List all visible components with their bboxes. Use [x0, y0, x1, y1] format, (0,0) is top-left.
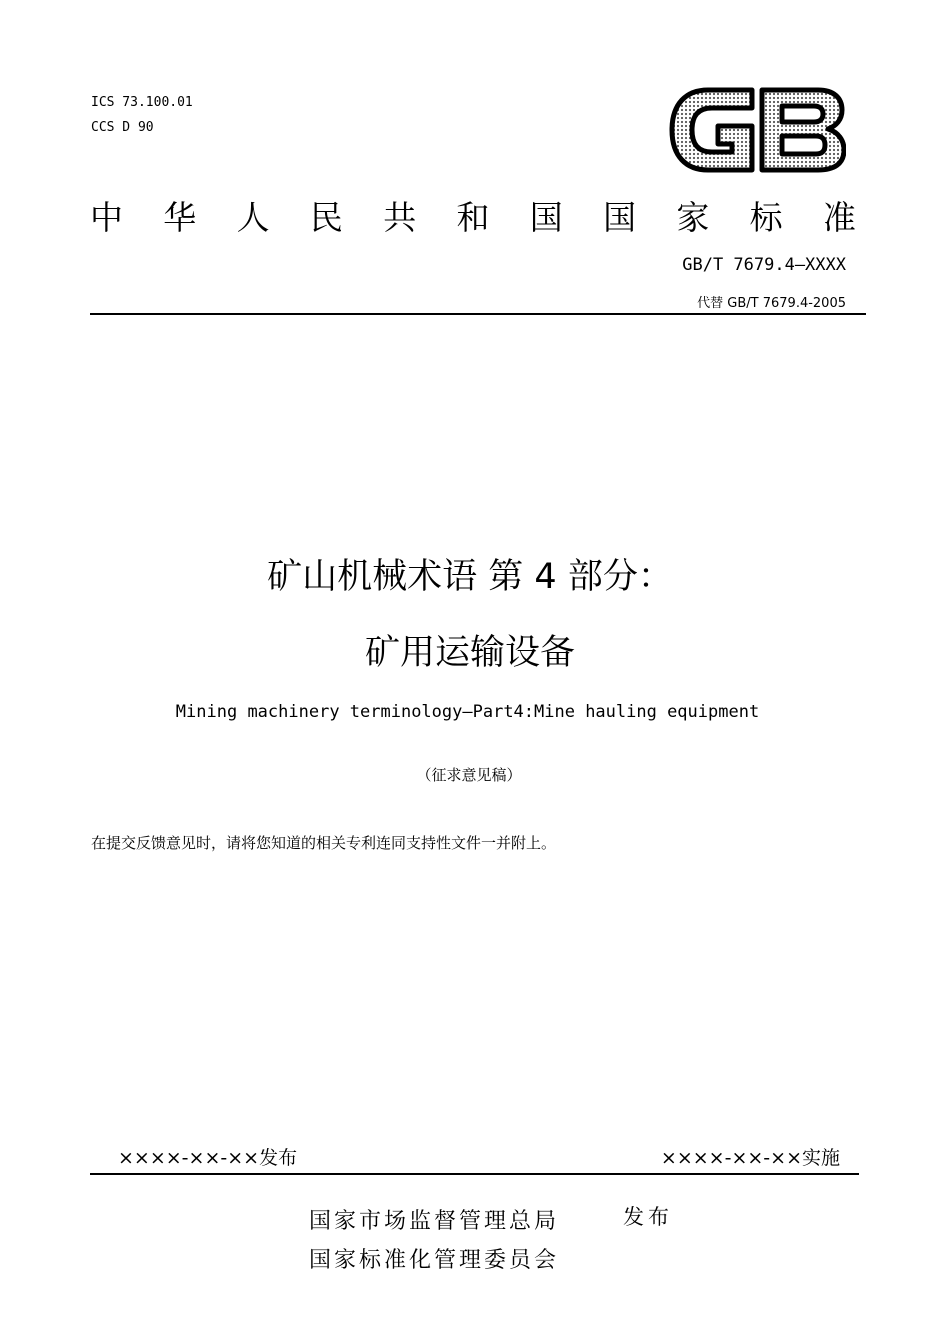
title-char: 民 — [309, 197, 343, 237]
document-title-line2: 矿用运输设备 — [364, 633, 575, 673]
header-divider — [90, 313, 866, 315]
title-char: 准 — [822, 197, 856, 237]
title-char: 和 — [456, 197, 490, 237]
title-char: 国 — [603, 197, 637, 237]
draft-status: （征求意见稿） — [416, 766, 522, 784]
publish-label: 发布 — [623, 1205, 673, 1229]
title-char: 国 — [529, 197, 563, 237]
title-char: 家 — [676, 197, 710, 237]
replaces-standard: 代替 GB/T 7679.4-2005 — [697, 296, 846, 311]
title-char: 华 — [163, 197, 197, 237]
gb-logo-graphic — [668, 84, 846, 176]
implement-date: ××××-××-××实施 — [660, 1147, 840, 1169]
title-char: 人 — [236, 197, 270, 237]
title-char: 标 — [749, 197, 783, 237]
issuer-sac: 国家标准化管理委员会 — [309, 1248, 560, 1273]
english-title: Mining machinery terminology—Part4:Mine hauling equipment — [175, 702, 760, 722]
issuer-samr: 国家市场监督管理总局 — [309, 1209, 560, 1234]
gb-logo — [668, 84, 846, 176]
title-char: 共 — [383, 197, 417, 237]
ccs-code: CCS D 90 — [91, 120, 154, 135]
patent-notice: 在提交反馈意见时，请将您知道的相关专利连同支持性文件一并附上。 — [91, 834, 557, 852]
publish-date: ××××-××-××发布 — [118, 1147, 298, 1169]
ics-code: ICS 73.100.01 — [91, 95, 193, 110]
document-title-line1: 矿山机械术语 第 4 部分： — [267, 557, 673, 597]
footer-divider — [90, 1173, 859, 1175]
national-standard-title — [90, 190, 856, 240]
standard-number: GB/T 7679.4—XXXX — [682, 255, 846, 275]
title-char: 中 — [90, 197, 123, 237]
